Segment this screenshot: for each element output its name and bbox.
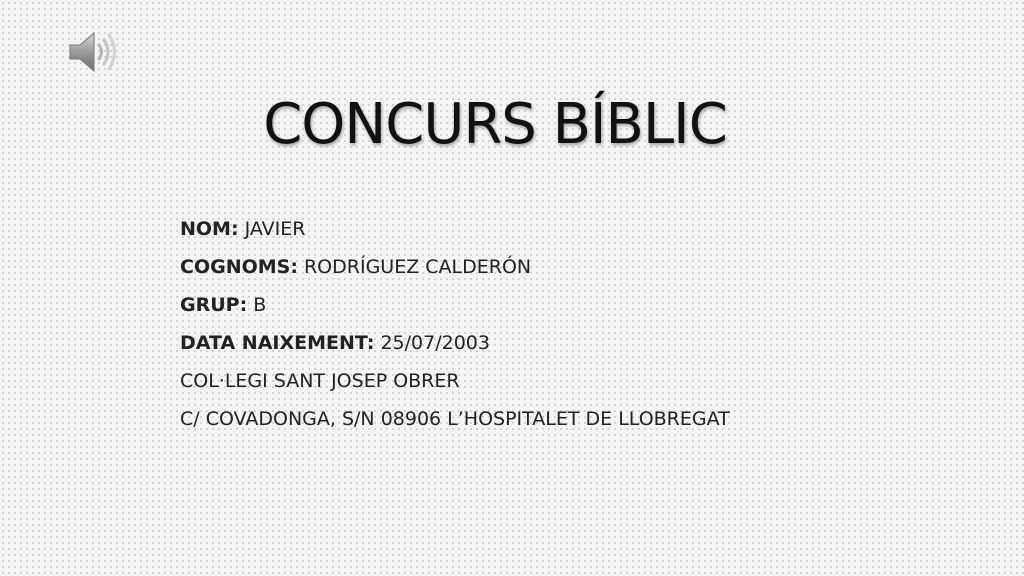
speaker-icon[interactable] [66,28,120,76]
group-row [180,286,1000,324]
group-value: B [247,294,267,316]
birthdate-value: 25/07/2003 [374,332,490,354]
surnames-row [180,248,1000,286]
name-row [180,210,1000,248]
birthdate-label: DATA NAIXEMENT: [180,332,375,354]
birthdate-row [180,324,1000,362]
name-label: NOM: [180,218,239,240]
group-label: GRUP: [180,294,248,316]
slide-title: CONCURS BÍBLIC [263,92,727,157]
student-info [180,210,1000,438]
school-address: C/ COVADONGA, S/N 08906 L’HOSPITALET DE LLOBREGAT [180,408,730,430]
surnames-value: RODRÍGUEZ CALDERÓN [297,256,532,278]
school-name: COL·LEGI SANT JOSEP OBRER [180,370,460,392]
name-value: JAVIER [238,218,306,240]
surnames-label: COGNOMS: [180,256,298,278]
